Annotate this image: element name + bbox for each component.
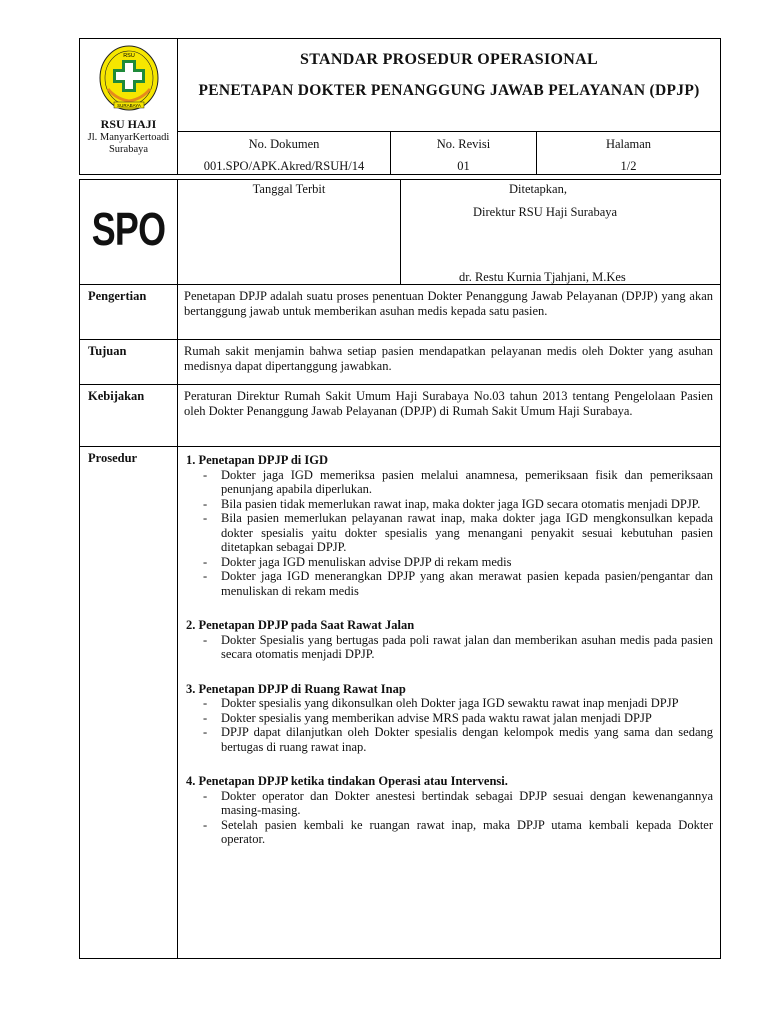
director-name: dr. Restu Kurnia Tjahjani, M.Kes: [459, 270, 626, 284]
hospital-cell: [80, 39, 178, 175]
prosedur-content-cell: [178, 447, 721, 959]
doc-number-label: No. Dokumen: [248, 137, 320, 151]
approval-cell: [401, 180, 721, 285]
step-items: [186, 633, 713, 662]
document-subtitle: PENETAPAN DOKTER PENANGGUNG JAWAB PELAYANAN (DPJP): [198, 82, 700, 99]
list-item: - DPJP dapat dilanjutkan oleh Dokter spesialis dengan kelompok medis yang sama dan sedang bertugas di ruang rawat inap.: [203, 725, 713, 754]
header-table: [79, 38, 721, 175]
tujuan-content-cell: [178, 340, 721, 385]
document-title: STANDAR PROSEDUR OPERASIONAL: [300, 51, 598, 68]
step-items: [186, 696, 713, 754]
step-items: [186, 468, 713, 599]
svg-text:SURABAYA: SURABAYA: [116, 103, 141, 108]
step-title: 4. Penetapan DPJP ketika tindakan Operasi atau Intervensi.: [186, 774, 508, 788]
list-item: - Setelah pasien kembali ke ruangan rawat inap, maka DPJP utama kembali kepada Dokter operator.: [203, 818, 713, 847]
pengertian-content-cell: [178, 285, 721, 340]
issue-date-label: Tanggal Terbit: [252, 182, 326, 196]
tujuan-label-cell: [80, 340, 178, 385]
list-item: - Dokter Spesialis yang bertugas pada poli rawat jalan dan memberikan asuhan medis pada pasien secara otomatis menjadi DPJP.: [203, 633, 713, 662]
issue-date-cell: [178, 180, 401, 285]
kebijakan-label-cell: [80, 385, 178, 447]
step-title: 2. Penetapan DPJP pada Saat Rawat Jalan: [186, 618, 415, 632]
procedure-step: [186, 774, 713, 847]
director-title: Direktur RSU Haji Surabaya: [473, 205, 618, 219]
pengertian-text: Penetapan DPJP adalah suatu proses penentuan Dokter Penanggung Jawab Pelayanan (DPJP) yang akan bertanggung jawab untuk memberikan asuhan medis kepada satu pasien.: [184, 289, 713, 318]
revision-label: No. Revisi: [436, 137, 491, 151]
doc-number-cell: [178, 132, 391, 175]
kebijakan-text: Peraturan Direktur Rumah Sakit Umum Haji Surabaya No.03 tahun 2013 tentang Pengelolaan Pasien oleh Dokter Penanggung Jawab Pelayanan (DPJP) di Rumah Sakit Umum Haji Surabaya.: [184, 389, 713, 418]
prosedur-label: Prosedur: [88, 451, 138, 465]
list-item: - Dokter jaga IGD menerangkan DPJP yang akan merawat pasien kepada pasien/pengantar dan menuliskan di rekam medis: [203, 569, 713, 598]
spo-label: SPO: [91, 203, 166, 255]
document-sheet: [79, 38, 721, 959]
page-cell: [537, 132, 721, 175]
list-item: - Dokter spesialis yang dikonsulkan oleh Dokter jaga IGD sewaktu rawat inap menjadi DPJP: [203, 696, 713, 711]
list-item: - Dokter operator dan Dokter anestesi bertindak sebagai DPJP sesuai dengan kewenangannya masing-masing.: [203, 789, 713, 818]
kebijakan-content-cell: [178, 385, 721, 447]
revision-cell: [391, 132, 537, 175]
revision-value: 01: [457, 159, 470, 173]
hospital-address-line1: Jl. ManyarKertoadi: [87, 132, 170, 143]
spo-cell: [80, 180, 178, 285]
list-item: - Dokter spesialis yang memberikan advise MRS pada waktu rawat jalan menjadi DPJP: [203, 711, 713, 726]
list-item: - Bila pasien tidak memerlukan rawat inap, maka dokter jaga IGD secara otomatis menjadi DPJP.: [203, 497, 713, 512]
list-item: - Dokter jaga IGD menuliskan advise DPJP di rekam medis: [203, 555, 713, 570]
procedure-step: [186, 682, 713, 755]
pengertian-label: Pengertian: [88, 289, 147, 303]
step-title: 3. Penetapan DPJP di Ruang Rawat Inap: [186, 681, 406, 696]
page-label: Halaman: [605, 137, 652, 151]
title-cell: [178, 39, 721, 132]
procedure-step: [186, 618, 713, 662]
kebijakan-label: Kebijakan: [88, 389, 145, 403]
hospital-address-line2: Surabaya: [108, 144, 149, 155]
prosedur-steps: [178, 447, 720, 873]
page-value: 1/2: [620, 159, 637, 173]
tujuan-label: Tujuan: [88, 344, 127, 358]
pengertian-label-cell: [80, 285, 178, 340]
doc-number-value: 001.SPO/APK.Akred/RSUH/14: [203, 159, 365, 173]
hospital-logo: [80, 45, 177, 115]
step-items: [186, 789, 713, 847]
hospital-name: RSU HAJI: [100, 117, 157, 131]
list-item: - Bila pasien memerlukan pelayanan rawat inap, maka dokter jaga IGD mengkonsulkan kepada dokter spesialis yaitu dokter spesialis yang menangani penyakit sesuai kebutuhan pasien ditetapkan sebagai DPJP.: [203, 511, 713, 555]
list-item: - Dokter jaga IGD memeriksa pasien melalui anamnesa, pemeriksaan fisik dan pemeriksaan penunjang apabila diperlukan.: [203, 468, 713, 497]
prosedur-label-cell: [80, 447, 178, 959]
procedure-step: [186, 453, 713, 598]
body-table: [79, 179, 721, 959]
approval-label: Ditetapkan,: [509, 182, 567, 196]
step-title: 1. Penetapan DPJP di IGD: [186, 453, 329, 467]
svg-text:RSU: RSU: [122, 53, 135, 59]
tujuan-text: Rumah sakit menjamin bahwa setiap pasien mendapatkan pelayanan medis oleh Dokter yang asuhan medisnya dapat dipertanggung jawabkan.: [184, 344, 713, 373]
